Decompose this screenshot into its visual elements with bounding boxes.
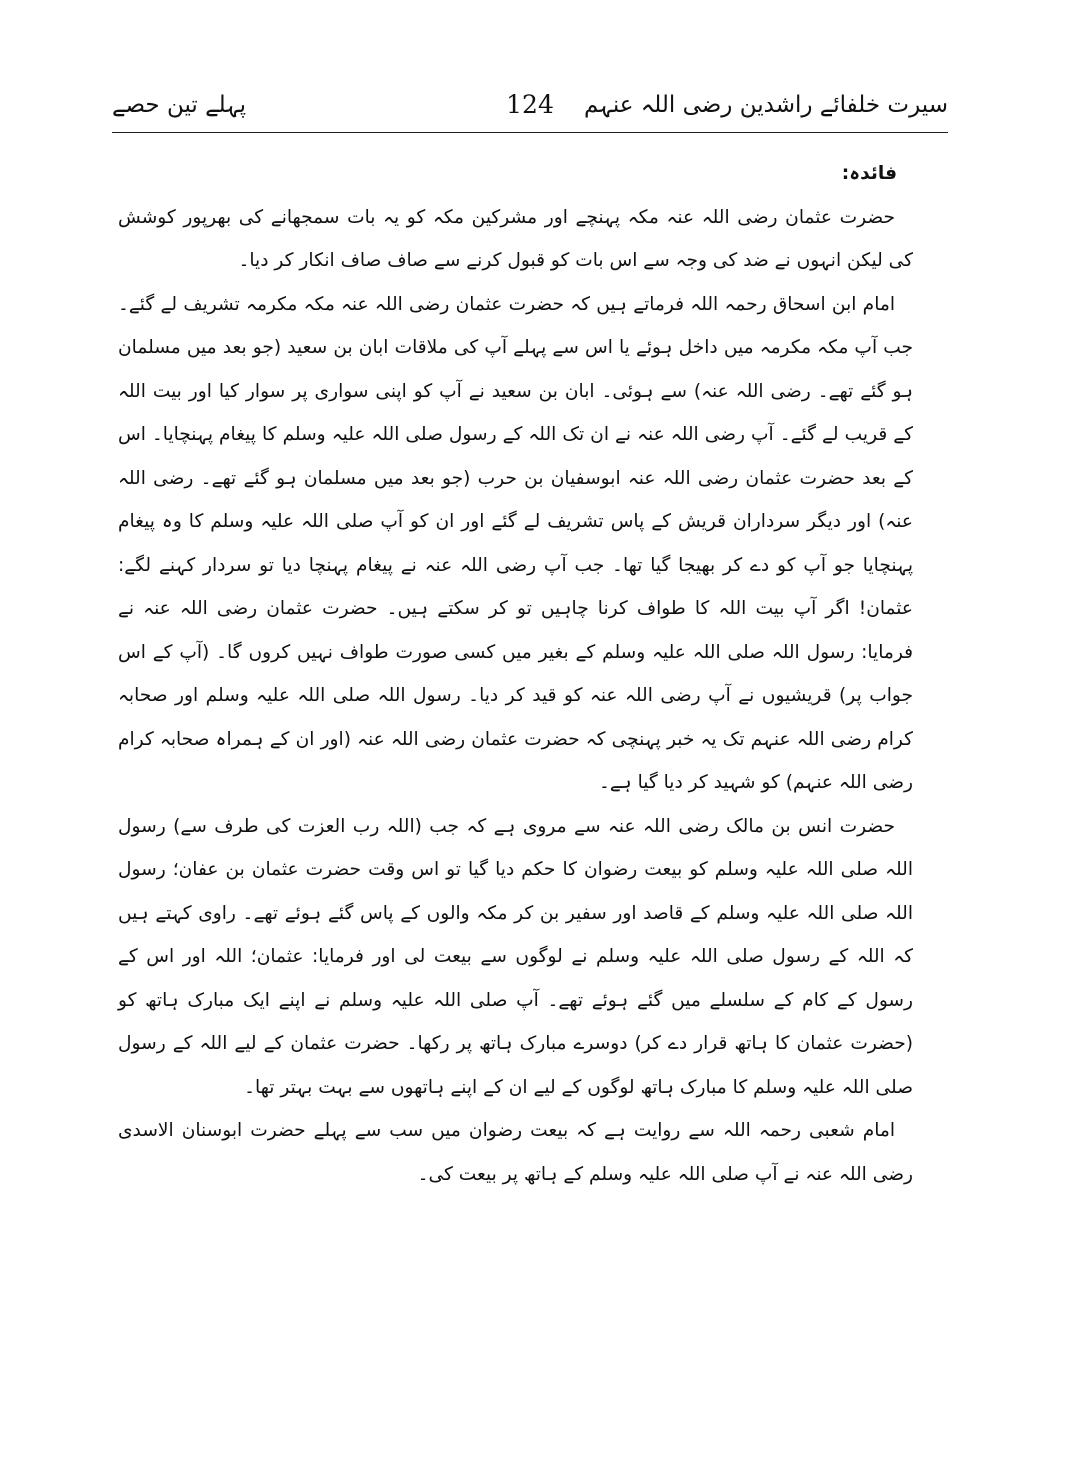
page-header xyxy=(112,92,948,132)
paragraph: حضرت انس بن مالک رضی اللہ عنہ سے مروی ہے کہ جب (اللہ رب العزت کی طرف سے) رسول اللہ صلی اللہ علیہ وسلم کو بیعت رضوان کا حکم دیا گیا تو اس وقت حضرت عثمان بن عفان؛ رسول اللہ صلی اللہ علیہ وسلم کے قاصد اور سفیر بن کر مکہ والوں کے پاس گئے ہوئے تھے۔ راوی کہتے ہیں کہ اللہ کے رسول صلی اللہ علیہ وسلم نے لوگوں سے بیعت لی اور فرمایا: عثمان؛ اللہ اور اس کے رسول کے کام کے سلسلے میں گئے ہوئے تھے۔ آپ صلی اللہ علیہ وسلم نے اپنے ایک مبارک ہاتھ کو (حضرت عثمان کا ہاتھ قرار دے کر) دوسرے مبارک ہاتھ پر رکھا۔ حضرت عثمان کے لیے اللہ کے رسول صلی اللہ علیہ وسلم کا مبارک ہاتھ لوگوں کے لیے ان کے اپنے ہاتھوں سے بہت بہتر تھا۔ xyxy=(118,815,913,1098)
header-divider xyxy=(112,132,948,133)
page-number: 124 xyxy=(506,90,554,119)
section-heading: فائدہ: xyxy=(841,163,897,184)
page-body xyxy=(118,152,913,1196)
paragraph: امام شعبی رحمہ اللہ سے روایت ہے کہ بیعت رضوان میں سب سے پہلے حضرت ابوسنان الاسدی رضی اللہ عنہ نے آپ صلی اللہ علیہ وسلم کے ہاتھ پر بیعت کی۔ xyxy=(118,1120,913,1185)
paragraph: حضرت عثمان رضی اللہ عنہ مکہ پہنچے اور مشرکین مکہ کو یہ بات سمجھانے کی بھرپور کوشش کی لیکن انہوں نے ضد کی وجہ سے اس بات کو قبول کرنے سے صاف صاف انکار کر دیا۔ xyxy=(118,206,913,271)
section-title: پہلے تین حصے xyxy=(112,92,247,118)
book-title: سیرت خلفائے راشدین رضی اللہ عنہم xyxy=(584,92,948,118)
paragraph: امام ابن اسحاق رحمہ اللہ فرماتے ہیں کہ حضرت عثمان رضی اللہ عنہ مکہ مکرمہ تشریف لے گئے۔ جب آپ مکہ مکرمہ میں داخل ہوئے یا اس سے پہلے آپ کی ملاقات ابان بن سعید (جو بعد میں مسلمان ہو گئے تھے۔ رضی اللہ عنہ) سے ہوئی۔ ابان بن سعید نے آپ کو اپنی سواری پر سوار کیا اور بیت اللہ کے قریب لے گئے۔ آپ رضی اللہ عنہ نے ان تک اللہ کے رسول صلی اللہ علیہ وسلم کا پیغام پہنچایا۔ اس کے بعد حضرت عثمان رضی اللہ عنہ ابوسفیان بن حرب (جو بعد میں مسلمان ہو گئے تھے۔ رضی اللہ عنہ) اور دیگر سرداران قریش کے پاس تشریف لے گئے اور ان کو آپ صلی اللہ علیہ وسلم کا وہ پیغام پہنچایا جو آپ کو دے کر بھیجا گیا تھا۔ جب آپ رضی اللہ عنہ نے پیغام پہنچا دیا تو سردار کہنے لگے: عثمان! اگر آپ بیت اللہ کا طواف کرنا چاہیں تو کر سکتے ہیں۔ حضرت عثمان رضی اللہ عنہ نے فرمایا: رسول اللہ صلی اللہ علیہ وسلم کے بغیر میں کسی صورت طواف نہیں کروں گا۔ (آپ کے اس جواب پر) قریشیوں نے آپ رضی اللہ عنہ کو قید کر دیا۔ رسول اللہ صلی اللہ علیہ وسلم اور صحابہ کرام رضی اللہ عنہم تک یہ خبر پہنچی کہ حضرت عثمان رضی اللہ عنہ (اور ان کے ہمراہ صحابہ کرام رضی اللہ عنہم) کو شہید کر دیا گیا ہے۔ xyxy=(118,293,913,793)
